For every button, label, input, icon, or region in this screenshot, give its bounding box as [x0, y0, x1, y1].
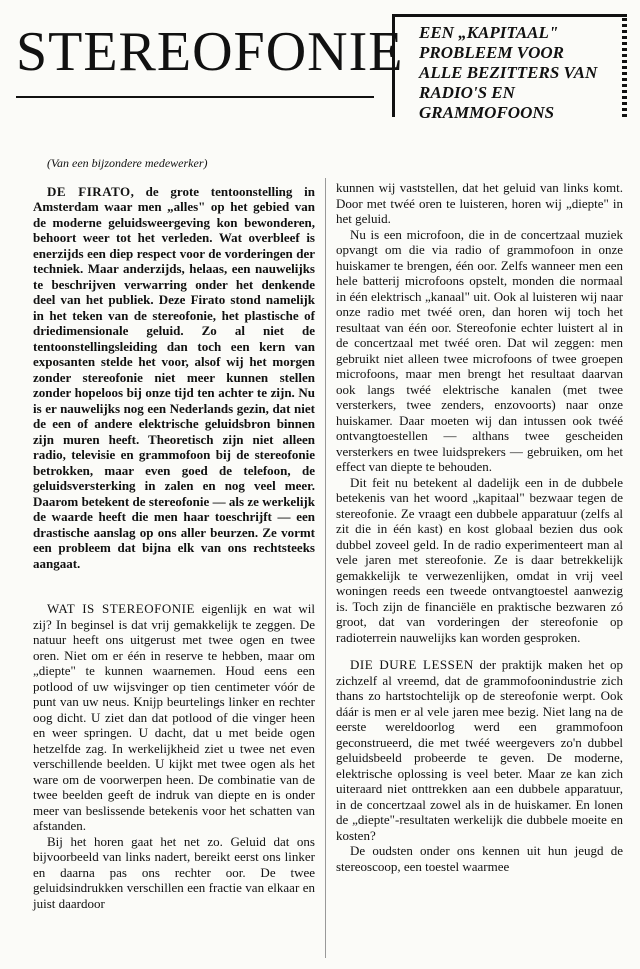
masthead: [10, 10, 630, 125]
section-runin: DIE DURE LESSEN: [350, 657, 474, 672]
lead-runin: DE FIRATO: [47, 183, 131, 199]
headline: STEREOFONIE: [16, 21, 404, 83]
headline-rule: [16, 96, 374, 98]
hatched-border: [622, 17, 627, 117]
section-runin: WAT IS STEREOFONIE: [47, 601, 195, 616]
subtitle-box: [392, 14, 627, 122]
article-column-right: [336, 180, 623, 874]
paragraph-text: der praktijk maken het op zichzelf al vreemd, dat de grammofoonindustrie zich thans zo hartstochtelijk op de stereofonie werpt. Ook dáár is men er al vele jaren mee bezig. Niet lang na de eerste wereldoorlog werd een grammofoon geconstrueerd, die met twéé weergevers zo'n dubbel geluidsbeeld probeerde te geven. De moderne, elektrische oplossing is veel beter. Maar ze kan zich uiteraard niet onttrekken aan een dubbele apparatuur, in de concertzaal zowel als in de huiskamer. En lonen de „diepte"-resultaten werkelijk die dubbele moeite en kosten?: [336, 657, 624, 843]
paragraph-text: eigenlijk en wat wil zij? In beginsel is dat vrij gemakkelijk te zeggen. De natuur heeft ons uitgerust met twee ogen en twee oren. Niet om er één in reserve te hebben, maar om „diepte" te kunnen waarnemen. Houd eens een potlood of uw wijsvinger op tien centimeter vóór de punt van uw neus. Knijp beurtelings linker en rechter oog dicht. U ziet dan dat potlood of die vinger heen en weer springen. U dacht, dat u met beide ogen hetzelfde zag. In werkelijkheid ziet u twee net even verschillende beelden. U kijkt met twee ogen als het ware om de voorwerpen heen. De combinatie van de twee beelden geeft de indruk van diepte en is onder meer van beslissende betekenis voor het schatten van afstanden.: [33, 601, 315, 833]
paragraph: [336, 657, 623, 843]
paragraph: De oudsten onder ons kennen uit hun jeugd de stereoscoop, een toestel waarmee: [336, 843, 623, 874]
lead-paragraph: [33, 184, 315, 572]
paragraph: Nu is een microfoon, die in de concertzaal muziek opvangt om die via radio of grammofoon in onze huiskamer te brengen, één oor. Zelfs wanneer men een hele batterij microfoons opstelt, monden die normaal in één elektrisch „kanaal" uit. Ook al luisteren wij naar onze radio met twéé oren, dan horen wij toch het resultaat van één oor. Stereofonie echter luistert al in de concertzaal met twéé oren. Dat wil zeggen: men gebruikt niet alleen twee microfoons of twee groepen microfoons, maar men brengt het resultaat daarvan ook langs twéé elektrische kanalen (met twee versterkers, twee zenders, enzovoorts) naar onze huiskamer. Daar moeten wij dan intussen ook twéé ontvangtoestellen — althans twee gescheiden versterkers en twee luidsprekers — gebruiken, om het effect van diepte te behouden.: [336, 226, 623, 474]
byline: (Van een bijzondere medewerker): [47, 156, 208, 170]
paragraph: Bij het horen gaat het net zo. Geluid dat ons bijvoorbeeld van links nadert, bereikt eerst ons linker en daarna pas ons rechter oor. De twee geluidsindrukken verschillen een fractie van elkaar en juist daardoor: [33, 833, 315, 911]
article-column-left: [33, 156, 315, 911]
column-divider: [325, 178, 326, 958]
paragraph: Dit feit nu betekent al dadelijk een in de dubbele betekenis van het woord „kapitaal" bezwaar tegen de stereofonie. Ze vraagt een dubbele apparatuur (zelfs al zit die in één kast) en kost globaal bezien dus ook dubbel zoveel geld. In de radio experimenteert man al vele jaren met stereofonie. Ze is daar betrekkelijk gemakkelijk te verwezenlijken, omdat in vrij veel woningen reeds een tweede ontvangtoestel aanwezig is. Toch zijn de financiële en praktische bezwaren zó groot, dat van vorderingen der stereofonie op radioterrein nauwelijks kan worden gesproken.: [336, 474, 623, 645]
subheadline: EEN „KAPITAAL" PROBLEEM VOOR ALLE BEZITTERS VAN RADIO'S EN GRAMMOFOONS: [419, 23, 598, 122]
paragraph: kunnen wij vaststellen, dat het geluid van links komt. Door met twéé oren te luisteren, horen wij „diepte" in het geluid.: [336, 180, 623, 226]
lead-text: , de grote tentoonstelling in Amsterdam waar men „alles" op het gebied van de moderne geluidsweergeving kon bewonderen, behoort weer tot het verleden. Wat overbleef is enerzijds een diep respect voor de vorderingen der techniek. Maar anderzijds, helaas, een nauwelijks te beschrijven verwarring onder het denkende deel van het publiek. Deze Firato stond namelijk in het teken van de stereofonie, het plastische of driedimensionale geluid. Zo al niet de tentoonstellingsleiding dan toch een kern van exposanten stelde het voor, alsof wij het morgen zonder stereofonie niet meer kunnen stellen zonder hopeloos bij onze tijd ten achter te zijn. Nu is er nauwelijks nog een Nederlands gezin, dat niet de een of andere elektrische geluidsbron binnen zijn muren heeft. Theoretisch zijn niet alleen radio, televisie en grammofoon bij de stereofonie betrokken, maar even goed de telefoon, de geluidsversterking in zalen en nog veel meer. Daarom betekent de stereofonie — als ze werkelijk de waarde heeft die men haar toeschrijft — een drastische aanslag op ons aller beurzen. Ze vormt een probleem dat bijna elk van ons rechtsteeks aangaat.: [33, 183, 315, 571]
paragraph: [33, 601, 315, 834]
